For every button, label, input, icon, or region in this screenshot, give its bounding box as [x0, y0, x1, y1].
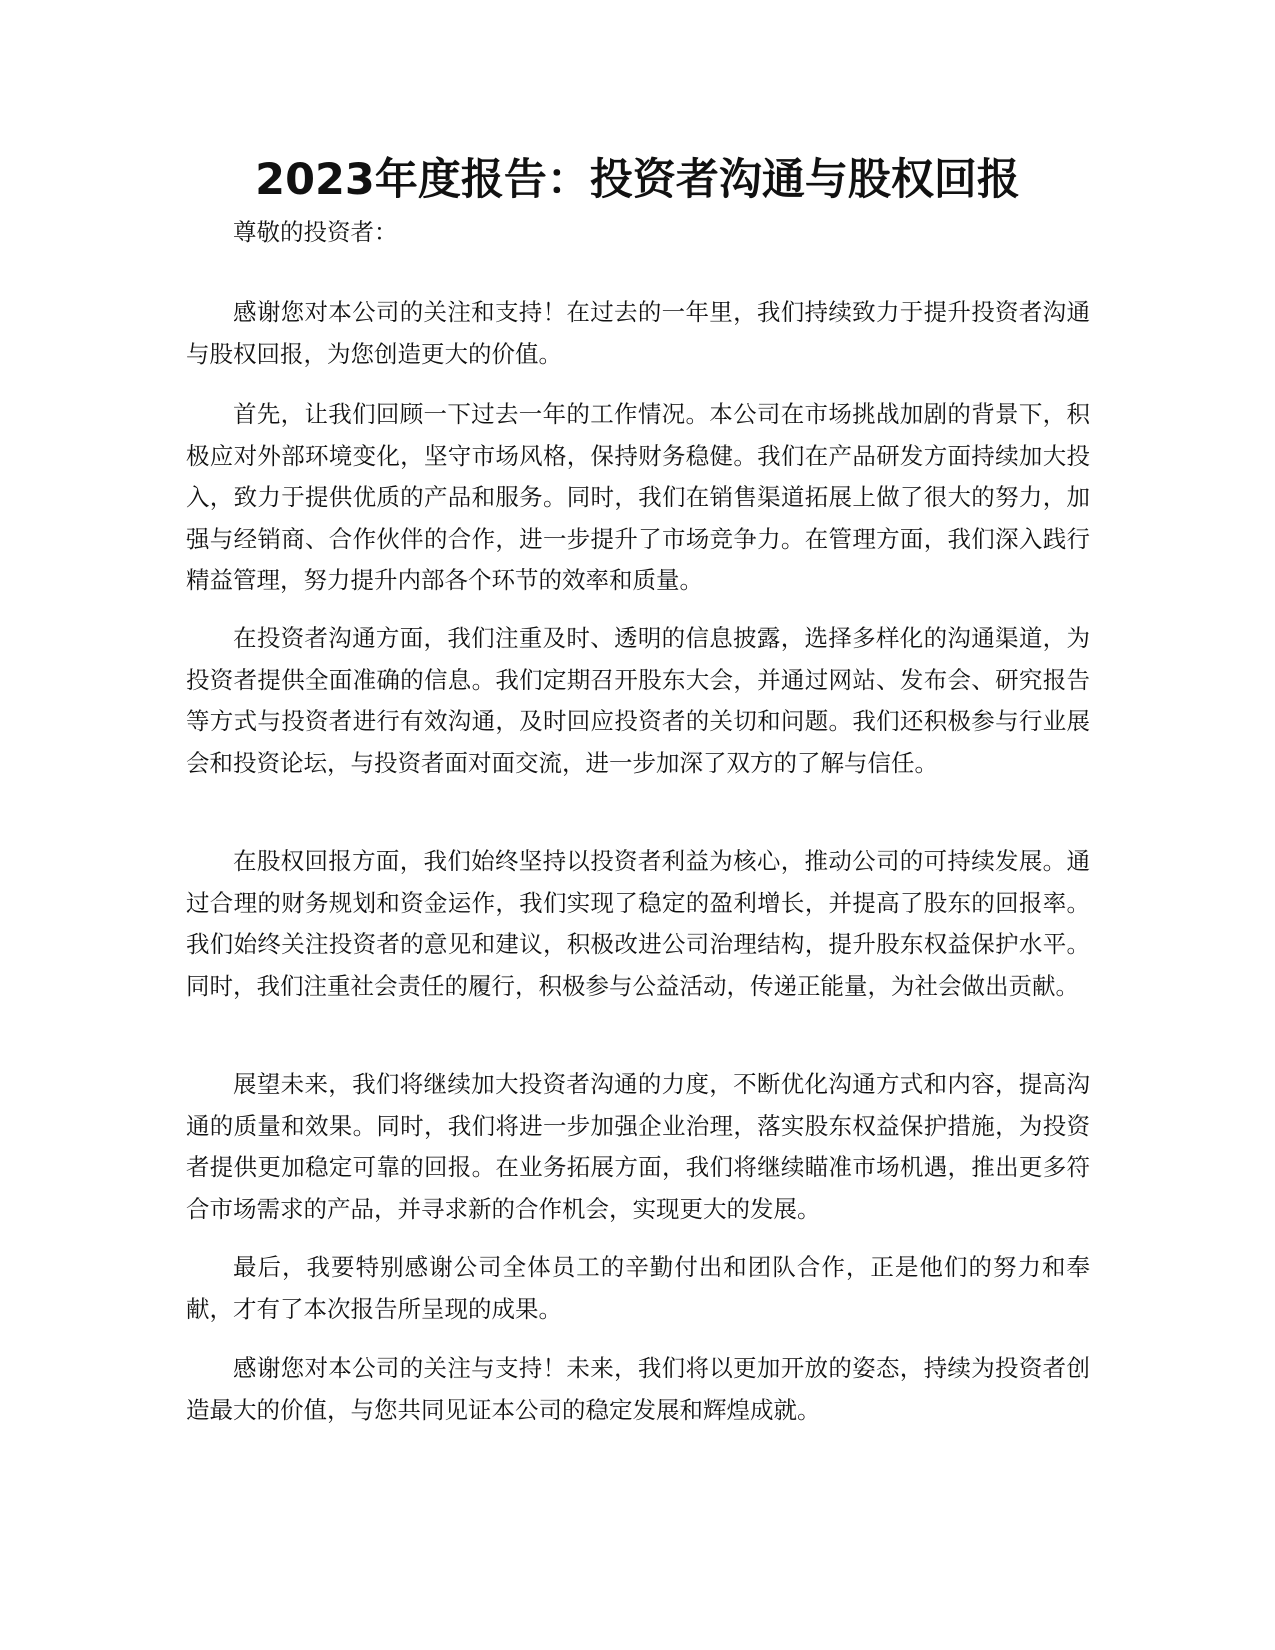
document-title: 2023年度报告：投资者沟通与股权回报: [255, 155, 1020, 205]
paragraph-5: 展望未来，我们将继续加大投资者沟通的力度，不断优化沟通方式和内容，提高沟通的质量和效果。同时，我们将进一步加强企业治理，落实股东权益保护措施，为投资者提供更加稳定可靠的回报。在业务拓展方面，我们将继续瞄准市场机遇，推出更多符合市场需求的产品，并寻求新的合作机会，实现更大的发展。: [186, 1070, 1090, 1223]
paragraph-4: 在股权回报方面，我们始终坚持以投资者利益为核心，推动公司的可持续发展。通过合理的财务规划和资金运作，我们实现了稳定的盈利增长，并提高了股东的回报率。我们始终关注投资者的意见和建议，积极改进公司治理结构，提升股东权益保护水平。同时，我们注重社会责任的履行，积极参与公益活动，传递正能量，为社会做出贡献。: [186, 847, 1090, 1000]
salutation: 尊敬的投资者：: [233, 218, 398, 246]
paragraph-7: 感谢您对本公司的关注与支持！未来，我们将以更加开放的姿态，持续为投资者创造最大的价值，与您共同见证本公司的稳定发展和辉煌成就。: [186, 1354, 1090, 1424]
paragraph-2: 首先，让我们回顾一下过去一年的工作情况。本公司在市场挑战加剧的背景下，积极应对外部环境变化，坚守市场风格，保持财务稳健。我们在产品研发方面持续加大投入，致力于提供优质的产品和服务。同时，我们在销售渠道拓展上做了很大的努力，加强与经销商、合作伙伴的合作，进一步提升了市场竞争力。在管理方面，我们深入践行精益管理，努力提升内部各个环节的效率和质量。: [186, 400, 1090, 594]
paragraph-6: 最后，我要特别感谢公司全体员工的辛勤付出和团队合作，正是他们的努力和奉献，才有了本次报告所呈现的成果。: [186, 1253, 1090, 1323]
paragraph-3: 在投资者沟通方面，我们注重及时、透明的信息披露，选择多样化的沟通渠道，为投资者提供全面准确的信息。我们定期召开股东大会，并通过网站、发布会、研究报告等方式与投资者进行有效沟通，及时回应投资者的关切和问题。我们还积极参与行业展会和投资论坛，与投资者面对面交流，进一步加深了双方的了解与信任。: [186, 624, 1090, 777]
paragraph-1: 感谢您对本公司的关注和支持！在过去的一年里，我们持续致力于提升投资者沟通与股权回报，为您创造更大的价值。: [186, 298, 1090, 368]
